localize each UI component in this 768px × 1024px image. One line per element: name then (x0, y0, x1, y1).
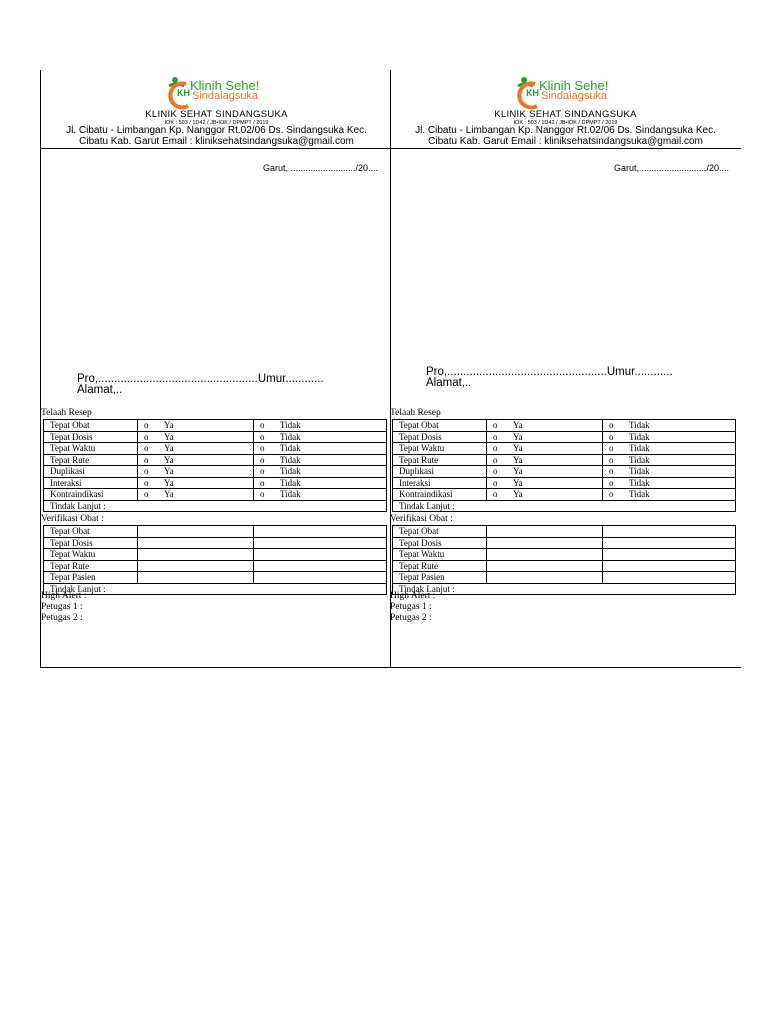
check-cell[interactable] (487, 560, 603, 572)
petugas-2-field[interactable]: Petugas 2 : (41, 613, 83, 623)
check-cell[interactable] (603, 572, 736, 584)
criteria-label: Tepat Waktu (393, 549, 487, 561)
option-ya[interactable]: o Ya (487, 489, 603, 501)
table-row (44, 537, 387, 549)
check-cell[interactable] (254, 560, 387, 572)
option-ya[interactable]: o Ya (138, 466, 254, 478)
radio-bullet: o (609, 431, 614, 442)
table-row-followup (44, 500, 387, 512)
option-tidak[interactable]: o Tidak (603, 466, 736, 478)
clinic-license: IOK : 503 / 1D42 / JB•IOK / DPMPT / 2019 (513, 120, 618, 126)
table-row (393, 560, 736, 572)
criteria-label: Tepat Dosis (44, 431, 138, 443)
table-row (44, 431, 387, 443)
option-tidak[interactable]: o Tidak (254, 420, 387, 432)
radio-bullet: o (144, 443, 149, 454)
criteria-label: Tepat Rute (393, 560, 487, 572)
option-tidak[interactable]: o Tidak (603, 420, 736, 432)
verifikasi-obat-table (392, 525, 736, 595)
option-tidak[interactable]: o Tidak (603, 477, 736, 489)
check-cell[interactable] (138, 549, 254, 561)
table-row (44, 420, 387, 432)
check-cell[interactable] (603, 560, 736, 572)
option-ya[interactable]: o Ya (138, 454, 254, 466)
table-row (393, 477, 736, 489)
criteria-label: Kontraindikasi (393, 489, 487, 501)
radio-bullet: o (144, 489, 149, 500)
clinic-address-line1: Jl. Cibatu - Limbangan Kp. Nanggor Rt.02/06 Ds. Sindangsuka Kec. (66, 125, 367, 136)
criteria-label: Tepat Waktu (393, 443, 487, 455)
radio-bullet: o (144, 454, 149, 465)
table-row (44, 477, 387, 489)
tindak-lanjut-field[interactable]: Tindak Lanjut : (44, 583, 387, 595)
patient-name-age-line: Pro,..................................................Umur............ (426, 366, 673, 378)
option-ya[interactable]: o Ya (138, 489, 254, 501)
criteria-label: Tepat Dosis (44, 537, 138, 549)
criteria-label: Tepat Obat (393, 420, 487, 432)
radio-bullet: o (260, 420, 265, 431)
table-row (393, 454, 736, 466)
criteria-label: Tepat Waktu (44, 549, 138, 561)
tindak-lanjut-field[interactable]: Tindak Lanjut : (393, 500, 736, 512)
check-cell[interactable] (487, 549, 603, 561)
header-divider (41, 148, 392, 149)
verifikasi-obat-title: Verifikasi Obat : (41, 514, 104, 524)
criteria-label: Tepat Rute (44, 454, 138, 466)
patient-address-line: Alamat,.. (426, 377, 472, 389)
table-row (393, 431, 736, 443)
check-cell[interactable] (138, 526, 254, 538)
criteria-label: Tepat Rute (393, 454, 487, 466)
check-cell[interactable] (487, 572, 603, 584)
table-row (44, 466, 387, 478)
check-cell[interactable] (254, 572, 387, 584)
radio-bullet: o (493, 454, 498, 465)
table-row (44, 549, 387, 561)
petugas-1-field[interactable]: Petugas 1 : (41, 602, 83, 612)
radio-bullet: o (493, 431, 498, 442)
radio-bullet: o (609, 443, 614, 454)
option-tidak[interactable]: o Tidak (254, 431, 387, 443)
table-row (44, 560, 387, 572)
criteria-label: Tepat Obat (44, 526, 138, 538)
radio-bullet: o (260, 443, 265, 454)
clinic-name: KLINIK SEHAT SINDANGSUKA (145, 109, 288, 120)
clinic-address-line1: Jl. Cibatu - Limbangan Kp. Nanggor Rt.02/06 Ds. Sindangsuka Kec. (415, 125, 716, 136)
radio-bullet: o (144, 431, 149, 442)
check-cell[interactable] (487, 537, 603, 549)
clinic-name: KLINIK SEHAT SINDANGSUKA (494, 109, 637, 120)
option-tidak[interactable]: o Tidak (603, 443, 736, 455)
option-ya[interactable]: o Ya (138, 443, 254, 455)
logo-name: Klinih Sehe! (190, 78, 260, 93)
clinic-logo (166, 74, 306, 110)
table-row (393, 466, 736, 478)
date-line: Garut, ........................../20.... (613, 163, 729, 173)
table-row (393, 549, 736, 561)
criteria-label: Tepat Rute (44, 560, 138, 572)
tindak-lanjut-field[interactable]: Tindak Lanjut : (44, 500, 387, 512)
option-ya[interactable]: o Ya (487, 477, 603, 489)
petugas-2-field[interactable]: Petugas 2 : (390, 613, 432, 623)
criteria-label: Tepat Pasien (44, 572, 138, 584)
option-tidak[interactable]: o Tidak (603, 489, 736, 501)
radio-bullet: o (609, 489, 614, 500)
clinic-address-line2: Cibatu Kab. Garut Email : kliniksehatsindangsuka@gmail.com (428, 136, 703, 147)
table-row (393, 572, 736, 584)
criteria-label: Duplikasi (44, 466, 138, 478)
tindak-lanjut-field[interactable]: Tindak Lanjut : (393, 583, 736, 595)
option-ya[interactable]: o Ya (138, 420, 254, 432)
criteria-label: Tepat Dosis (393, 537, 487, 549)
telaah-resep-table (392, 419, 736, 512)
criteria-label: Tepat Waktu (44, 443, 138, 455)
option-ya[interactable]: o Ya (487, 420, 603, 432)
table-row-followup (44, 583, 387, 595)
radio-bullet: o (609, 466, 614, 477)
check-cell[interactable] (603, 537, 736, 549)
radio-bullet: o (493, 420, 498, 431)
criteria-label: Kontraindikasi (44, 489, 138, 501)
table-row (44, 489, 387, 501)
high-alert-field[interactable]: High Alert : (41, 591, 87, 601)
criteria-label: Tepat Dosis (393, 431, 487, 443)
radio-bullet: o (144, 420, 149, 431)
radio-bullet: o (144, 466, 149, 477)
verifikasi-obat-title: Verifikasi Obat : (390, 514, 453, 524)
table-row (44, 526, 387, 538)
telaah-resep-title: Telaah Resep (41, 408, 92, 418)
table-row (393, 489, 736, 501)
criteria-label: Tepat Obat (44, 420, 138, 432)
radio-bullet: o (260, 489, 265, 500)
telaah-resep-title: Telaah Resep (390, 408, 441, 418)
svg-text:KH: KH (526, 88, 539, 98)
table-row (393, 420, 736, 432)
criteria-label: Interaksi (44, 477, 138, 489)
criteria-label: Duplikasi (393, 466, 487, 478)
table-row (393, 537, 736, 549)
check-cell[interactable] (254, 526, 387, 538)
radio-bullet: o (144, 477, 149, 488)
criteria-label: Tepat Obat (393, 526, 487, 538)
option-ya[interactable]: o Ya (487, 431, 603, 443)
table-row (44, 443, 387, 455)
check-cell[interactable] (138, 537, 254, 549)
verifikasi-obat-table (43, 525, 387, 595)
option-tidak[interactable]: o Tidak (603, 454, 736, 466)
criteria-label: Interaksi (393, 477, 487, 489)
check-cell[interactable] (254, 549, 387, 561)
check-cell[interactable] (487, 526, 603, 538)
table-row-followup (393, 583, 736, 595)
option-tidak[interactable]: o Tidak (254, 466, 387, 478)
option-ya[interactable]: o Ya (138, 477, 254, 489)
radio-bullet: o (493, 466, 498, 477)
logo-name: Klinih Sehe! (539, 78, 609, 93)
radio-bullet: o (493, 443, 498, 454)
radio-bullet: o (493, 489, 498, 500)
check-cell[interactable] (138, 572, 254, 584)
clinic-address-line2: Cibatu Kab. Garut Email : kliniksehatsindangsuka@gmail.com (79, 136, 354, 147)
option-ya[interactable]: o Ya (138, 431, 254, 443)
header-divider (390, 148, 741, 149)
check-cell[interactable] (603, 549, 736, 561)
patient-address-line: Alamat,.. (77, 384, 123, 396)
option-ya[interactable]: o Ya (487, 466, 603, 478)
date-line: Garut, ........................../20.... (262, 163, 378, 173)
table-row-followup (393, 500, 736, 512)
option-tidak[interactable]: o Tidak (254, 489, 387, 501)
table-row (44, 572, 387, 584)
radio-bullet: o (260, 454, 265, 465)
radio-bullet: o (609, 454, 614, 465)
criteria-label: Tepat Pasien (393, 572, 487, 584)
logo-subname: Sindaiagsuka (192, 90, 259, 102)
clinic-license: IOK : 503 / 1D42 / JB•IOK / DPMPT / 2019 (164, 120, 269, 126)
radio-bullet: o (493, 477, 498, 488)
option-tidak[interactable]: o Tidak (603, 431, 736, 443)
check-cell[interactable] (603, 526, 736, 538)
option-tidak[interactable]: o Tidak (254, 454, 387, 466)
option-tidak[interactable]: o Tidak (254, 477, 387, 489)
check-cell[interactable] (254, 537, 387, 549)
clinic-logo (515, 74, 655, 110)
petugas-1-field[interactable]: Petugas 1 : (390, 602, 432, 612)
radio-bullet: o (609, 477, 614, 488)
table-row (393, 443, 736, 455)
radio-bullet: o (260, 466, 265, 477)
check-cell[interactable] (138, 560, 254, 572)
option-tidak[interactable]: o Tidak (254, 443, 387, 455)
telaah-resep-table (43, 419, 387, 512)
table-row (393, 526, 736, 538)
option-ya[interactable]: o Ya (487, 454, 603, 466)
prescription-form-right (390, 70, 741, 668)
prescription-form-left (40, 70, 391, 668)
radio-bullet: o (260, 477, 265, 488)
logo-subname: Sindaiagsuka (541, 90, 608, 102)
radio-bullet: o (260, 431, 265, 442)
option-ya[interactable]: o Ya (487, 443, 603, 455)
svg-text:KH: KH (177, 88, 190, 98)
high-alert-field[interactable]: High Alert : (390, 591, 436, 601)
patient-name-age-line: Pro,..................................................Umur............ (77, 373, 324, 385)
radio-bullet: o (609, 420, 614, 431)
table-row (44, 454, 387, 466)
